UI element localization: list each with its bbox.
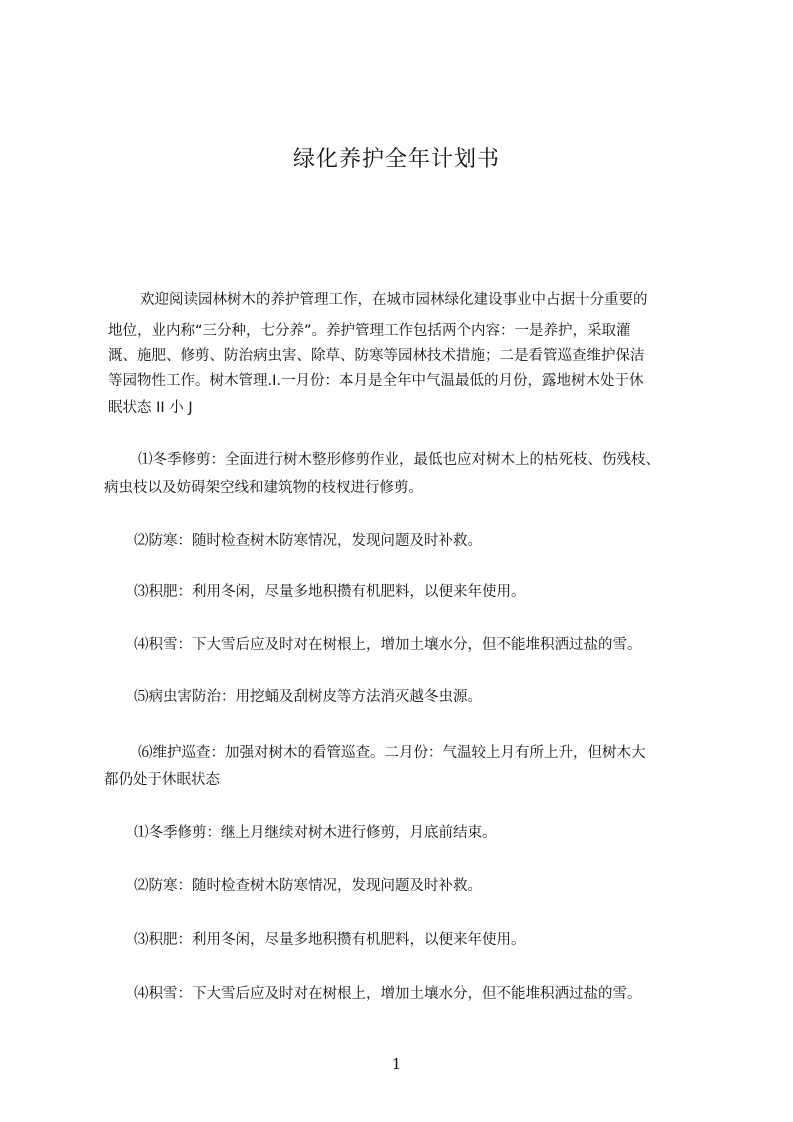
document-title: 绿化养护全年计划书 xyxy=(292,147,500,172)
paragraph-line: ⑹维护巡查：加强对树木的看管巡查。二月份：气温较上月有所上升，但树木大 xyxy=(138,745,646,761)
intro-line: 等园物性工作。树木管理.Ⅰ.一月份：本月是全年中气温最低的月份，露地树木处于休 xyxy=(108,373,644,389)
intro-line: 溉、施肥、修剪、防治病虫害、除草、防寒等园林技术措施；二是看管巡查维护保洁 xyxy=(108,348,645,364)
paragraph-line: ⑷积雪：下大雪后应及时对在树根上，增加土壤水分，但不能堆积洒过盐的雪。 xyxy=(134,986,642,1002)
paragraph-line: ⑵防寒：随时检查树木防寒情况，发现问题及时补救。 xyxy=(134,533,482,549)
paragraph-line: ⑴冬季修剪：继上月继续对树木进行修剪，月底前结束。 xyxy=(134,825,497,841)
page-number: 1 xyxy=(391,1055,402,1073)
paragraph-line: ⑴冬季修剪：全面进行树木整形修剪作业，最低也应对树木上的枯死枝、伤残枝、 xyxy=(138,452,660,468)
paragraph-line: ⑶积肥：利用冬闲，尽量多地积攒有机肥料，以便来年使用。 xyxy=(134,932,526,948)
paragraph-line: ⑷积雪：下大雪后应及时对在树根上，增加土壤水分，但不能堆积洒过盐的雪。 xyxy=(134,637,642,653)
paragraph-line: ⑶积肥：利用冬闲，尽量多地积攒有机肥料，以便来年使用。 xyxy=(134,584,526,600)
paragraph-line: 都仍处于休眠状态 xyxy=(104,772,220,788)
intro-line: 眠状态 II 小 J xyxy=(108,400,193,416)
paragraph-line: ⑵防寒：随时检查树木防寒情况，发现问题及时补救。 xyxy=(134,878,482,894)
paragraph-line: 病虫枝以及妨碍架空线和建筑物的枝杈进行修剪。 xyxy=(104,480,423,496)
intro-line: 地位，业内称“三分种，七分养”。养护管理工作包括两个内容：一是养护，采取灌 xyxy=(108,323,631,339)
intro-line: 欢迎阅读园林树木的养护管理工作，在城市园林绿化建设事业中占据十分重要的 xyxy=(140,292,648,308)
paragraph-line: ⑸病虫害防治：用挖蛹及刮树皮等方法消灭越冬虫源。 xyxy=(134,689,482,705)
